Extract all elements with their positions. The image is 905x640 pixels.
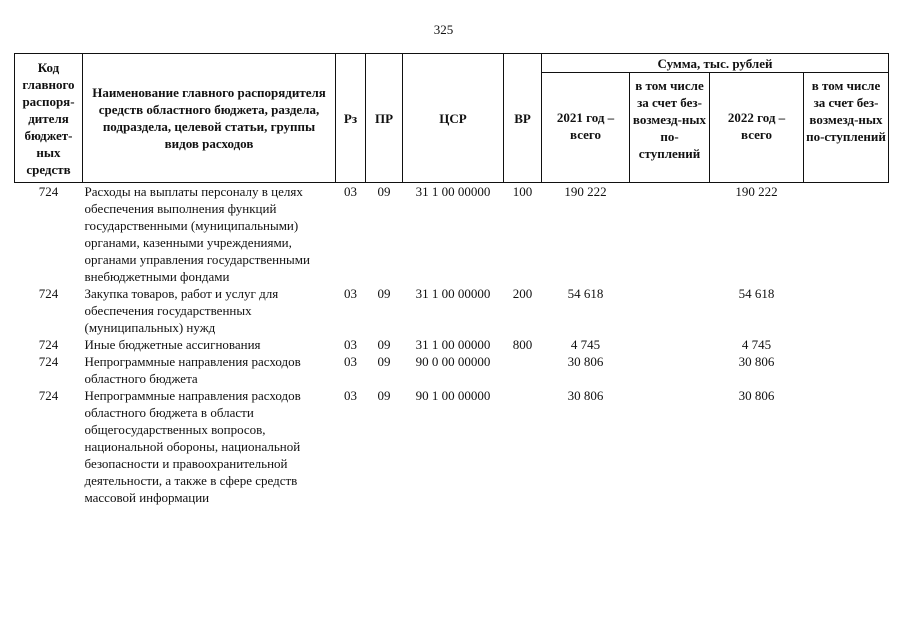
cell-code: 724	[38, 388, 59, 403]
cell-name: Непрограммные направления расходов областного бюджета	[84, 354, 301, 386]
table-row	[15, 387, 889, 506]
header-2021-free: в том числе за счет без-возмезд-ных по-ступлений	[630, 73, 710, 183]
cell-2021-total: 30 806	[567, 388, 604, 403]
cell-code: 724	[38, 354, 59, 369]
cell-2021-free	[630, 285, 710, 336]
cell-2021-total: 54 618	[567, 286, 604, 301]
cell-vr: 200	[512, 286, 533, 301]
cell-name: Закупка товаров, работ и услуг для обеспечения государственных (муниципальных) нужд	[84, 286, 279, 335]
cell-2021-total: 4 745	[570, 337, 601, 352]
cell-2022-total: 4 745	[741, 337, 772, 352]
cell-name: Расходы на выплаты персоналу в целях обеспечения выполнения функций государственными (муниципальными) органами, казенными учреждениями, органами управления государственными внебюджетными фондами	[84, 184, 310, 284]
header-vr: ВР	[504, 54, 542, 183]
cell-2021-total: 190 222	[564, 184, 607, 199]
page-number: 325	[433, 22, 454, 37]
header-sum: Сумма, тыс. рублей	[542, 54, 889, 73]
table-row	[15, 183, 889, 286]
cell-rz: 03	[344, 184, 357, 199]
header-2022-total: 2022 год – всего	[710, 73, 804, 183]
table-row	[15, 285, 889, 336]
cell-2022-free	[804, 183, 889, 286]
budget-table	[14, 53, 889, 506]
cell-pr: 09	[377, 184, 391, 199]
cell-pr: 09	[377, 286, 391, 301]
cell-code: 724	[38, 184, 59, 199]
header-csr: ЦСР	[403, 54, 504, 183]
cell-vr: 800	[512, 337, 533, 352]
header-code: Код главного распоря-дителя бюджет-ных средств	[15, 54, 83, 183]
cell-name: Непрограммные направления расходов областного бюджета в области общегосударственных вопросов, национальной обороны, национальной безопасности и правоохранительной деятельности, а также в сфере средств массовой информации	[84, 388, 301, 505]
cell-2022-free	[804, 336, 889, 353]
cell-2022-total: 54 618	[738, 286, 775, 301]
cell-2022-free	[804, 285, 889, 336]
cell-2021-total: 30 806	[567, 354, 604, 369]
cell-2022-total: 190 222	[735, 184, 778, 199]
table-row	[15, 353, 889, 387]
cell-name: Иные бюджетные ассигнования	[84, 337, 261, 352]
table-row	[15, 336, 889, 353]
header-pr: ПР	[366, 54, 403, 183]
cell-2022-free	[804, 353, 889, 387]
header-rz: Рз	[336, 54, 366, 183]
cell-2022-total: 30 806	[738, 388, 775, 403]
table-body	[15, 183, 889, 507]
cell-rz: 03	[344, 354, 357, 369]
cell-2021-free	[630, 336, 710, 353]
cell-pr: 09	[377, 354, 391, 369]
cell-rz: 03	[344, 388, 357, 403]
cell-csr: 31 1 00 00000	[415, 337, 491, 352]
cell-csr: 90 1 00 00000	[415, 388, 491, 403]
header-2022-free: в том числе за счет без-возмезд-ных по-ступлений	[804, 73, 889, 183]
cell-2022-free	[804, 387, 889, 506]
cell-2021-free	[630, 183, 710, 286]
cell-pr: 09	[377, 388, 391, 403]
cell-2022-total: 30 806	[738, 354, 775, 369]
cell-vr: 100	[512, 184, 533, 199]
cell-rz: 03	[344, 286, 357, 301]
cell-code: 724	[38, 286, 59, 301]
cell-pr: 09	[377, 337, 391, 352]
table-header	[15, 54, 889, 183]
cell-vr	[504, 353, 542, 387]
cell-csr: 31 1 00 00000	[415, 184, 491, 199]
cell-2021-free	[630, 353, 710, 387]
header-name: Наименование главного распорядителя средств областного бюджета, раздела, подраздела, целевой статьи, группы видов расходов	[83, 54, 336, 183]
cell-2021-free	[630, 387, 710, 506]
header-2021-total: 2021 год – всего	[542, 73, 630, 183]
cell-rz: 03	[344, 337, 357, 352]
cell-code: 724	[38, 337, 59, 352]
cell-vr	[504, 387, 542, 506]
cell-csr: 31 1 00 00000	[415, 286, 491, 301]
cell-csr: 90 0 00 00000	[415, 354, 491, 369]
